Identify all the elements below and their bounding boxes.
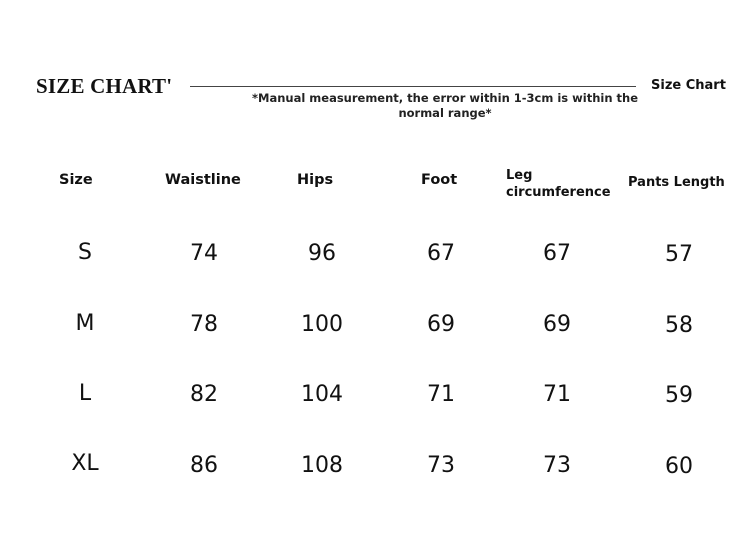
table-cell-waistline: 86 [190,453,218,478]
page-title: SIZE CHART' [36,74,173,98]
table-cell-leg-circumference: 71 [543,382,571,407]
table-cell-foot: 69 [427,312,455,337]
table-cell-hips: 96 [308,241,336,266]
table-cell-size: L [78,381,92,406]
column-header-leg-circumference: Leg circumference [506,168,611,200]
table-cell-foot: 71 [427,382,455,407]
table-cell-pants-length: 58 [665,313,693,338]
table-cell-waistline: 74 [190,241,218,266]
page-subtitle: Size Chart [651,78,726,93]
table-cell-hips: 100 [301,312,343,337]
column-header-foot: Foot [421,172,458,188]
table-cell-hips: 108 [301,453,343,478]
table-cell-waistline: 78 [190,312,218,337]
table-cell-foot: 67 [427,241,455,266]
column-header-waistline: Waistline [165,172,241,188]
column-header-hips: Hips [297,172,334,188]
table-cell-size: M [75,311,95,336]
table-cell-pants-length: 59 [665,383,693,408]
table-cell-leg-circumference: 67 [543,241,571,266]
table-cell-foot: 73 [427,453,455,478]
column-header-pants-length: Pants Length [628,175,725,190]
table-cell-size: S [78,240,92,265]
table-cell-pants-length: 57 [665,242,693,267]
table-cell-leg-circumference: 69 [543,312,571,337]
table-cell-leg-circumference: 73 [543,453,571,478]
table-cell-hips: 104 [301,382,343,407]
table-cell-waistline: 82 [190,382,218,407]
header-divider [190,86,636,87]
table-cell-pants-length: 60 [665,454,693,479]
measurement-note: *Manual measurement, the error within 1-3cm is within the normal range* [251,91,638,120]
column-header-size: Size [59,172,93,188]
table-cell-size: XL [71,451,99,476]
